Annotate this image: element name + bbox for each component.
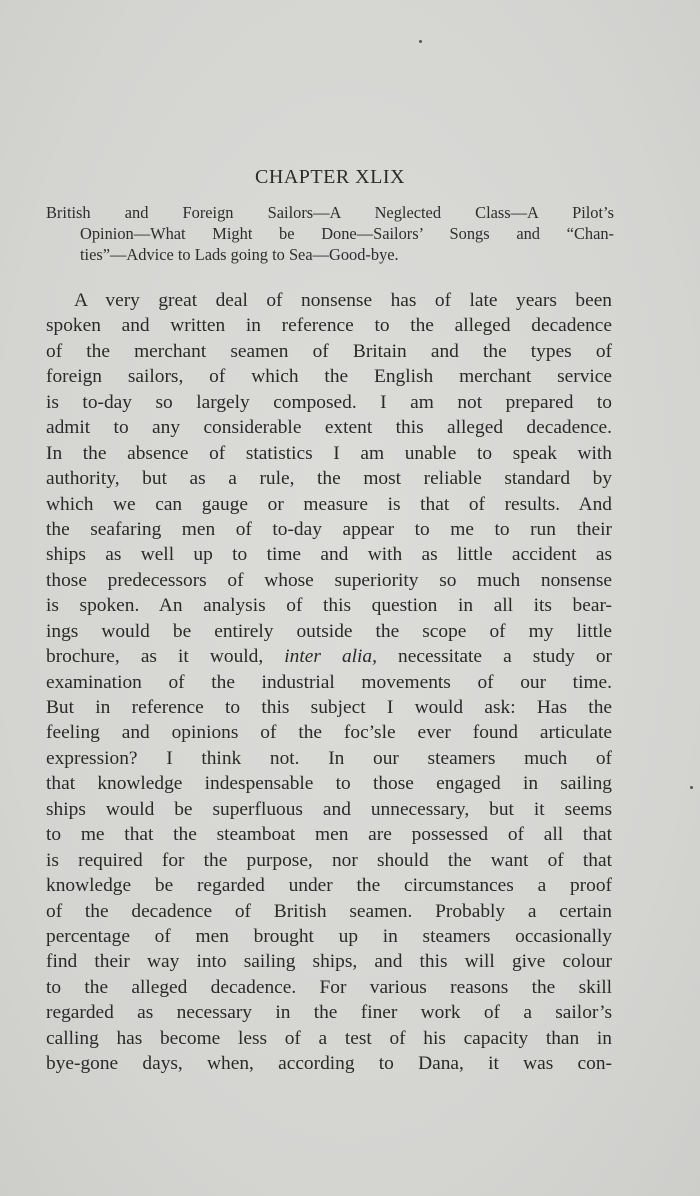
body-line: is required for the purpose, nor should the want of that (46, 849, 612, 871)
body-line-with-italic (46, 644, 612, 669)
ink-speck (690, 786, 693, 789)
body-line: In the absence of statistics I am unable to speak with (46, 442, 612, 464)
body-line: A very great deal of nonsense has of late years been (74, 290, 612, 311)
ink-speck (419, 40, 422, 43)
body-text-segment: brochure, as it would, (46, 646, 264, 668)
body-line: regarded as necessary in the finer work of a sailor’s (46, 1002, 612, 1024)
synopsis-line: Opinion—What Might be Done—Sailors’ Songs and “Chan- (80, 224, 614, 243)
synopsis-line: British and Foreign Sailors—A Neglected Class—A Pilot’s (46, 203, 614, 222)
body-line: admit to any considerable extent this alleged decadence. (46, 417, 612, 439)
body-line: expression? I think not. In our steamers much of (46, 747, 612, 769)
body-line: ships would be superfluous and unnecessary, but it seems (46, 798, 612, 820)
body-line: percentage of men brought up in steamers occasionally (46, 925, 612, 947)
body-line: is spoken. An analysis of this question in all its bear- (46, 595, 612, 617)
body-line: foreign sailors, of which the English merchant service (46, 366, 612, 388)
body-line: find their way into sailing ships, and this will give colour (46, 951, 612, 973)
body-line: to the alleged decadence. For various reasons the skill (46, 976, 612, 998)
body-line: But in reference to this subject I would ask: Has the (46, 697, 612, 718)
body-line: to me that the steamboat men are possessed of all that (46, 824, 612, 846)
body-line: bye-gone days, when, according to Dana, it was con- (46, 1053, 612, 1075)
body-text (46, 288, 612, 1077)
body-line: is to-day so largely composed. I am not prepared to (46, 391, 612, 413)
body-line: which we can gauge or measure is that of results. And (46, 493, 612, 515)
chapter-title: CHAPTER XLIX (255, 166, 405, 188)
body-line: feeling and opinions of the foc’sle ever found articulate (46, 722, 612, 744)
body-line: ings would be entirely outside the scope of my little (46, 620, 612, 642)
body-line: of the merchant seamen of Britain and the types of (46, 340, 612, 362)
body-line: spoken and written in reference to the alleged decadence (46, 315, 612, 337)
body-line: ships as well up to time and with as little accident as (46, 544, 612, 566)
body-line: knowledge be regarded under the circumstances a proof (46, 875, 612, 897)
body-line: examination of the industrial movements of our time. (46, 671, 612, 693)
synopsis-line: ties”—Advice to Lads going to Sea—Good-bye. (80, 245, 399, 264)
body-line: calling has become less of a test of his capacity than in (46, 1027, 612, 1049)
body-line: authority, but as a rule, the most reliable standard by (46, 468, 612, 490)
body-text-segment: necessitate a study or (398, 646, 612, 668)
body-line: the seafaring men of to-day appear to me to run their (46, 518, 612, 540)
body-line: that knowledge indespensable to those engaged in sailing (46, 773, 612, 795)
body-line: of the decadence of British seamen. Probably a certain (46, 900, 612, 922)
italic-phrase: inter alia, (284, 646, 377, 668)
body-line: those predecessors of whose superiority so much nonsense (46, 569, 612, 591)
chapter-synopsis (46, 202, 614, 265)
